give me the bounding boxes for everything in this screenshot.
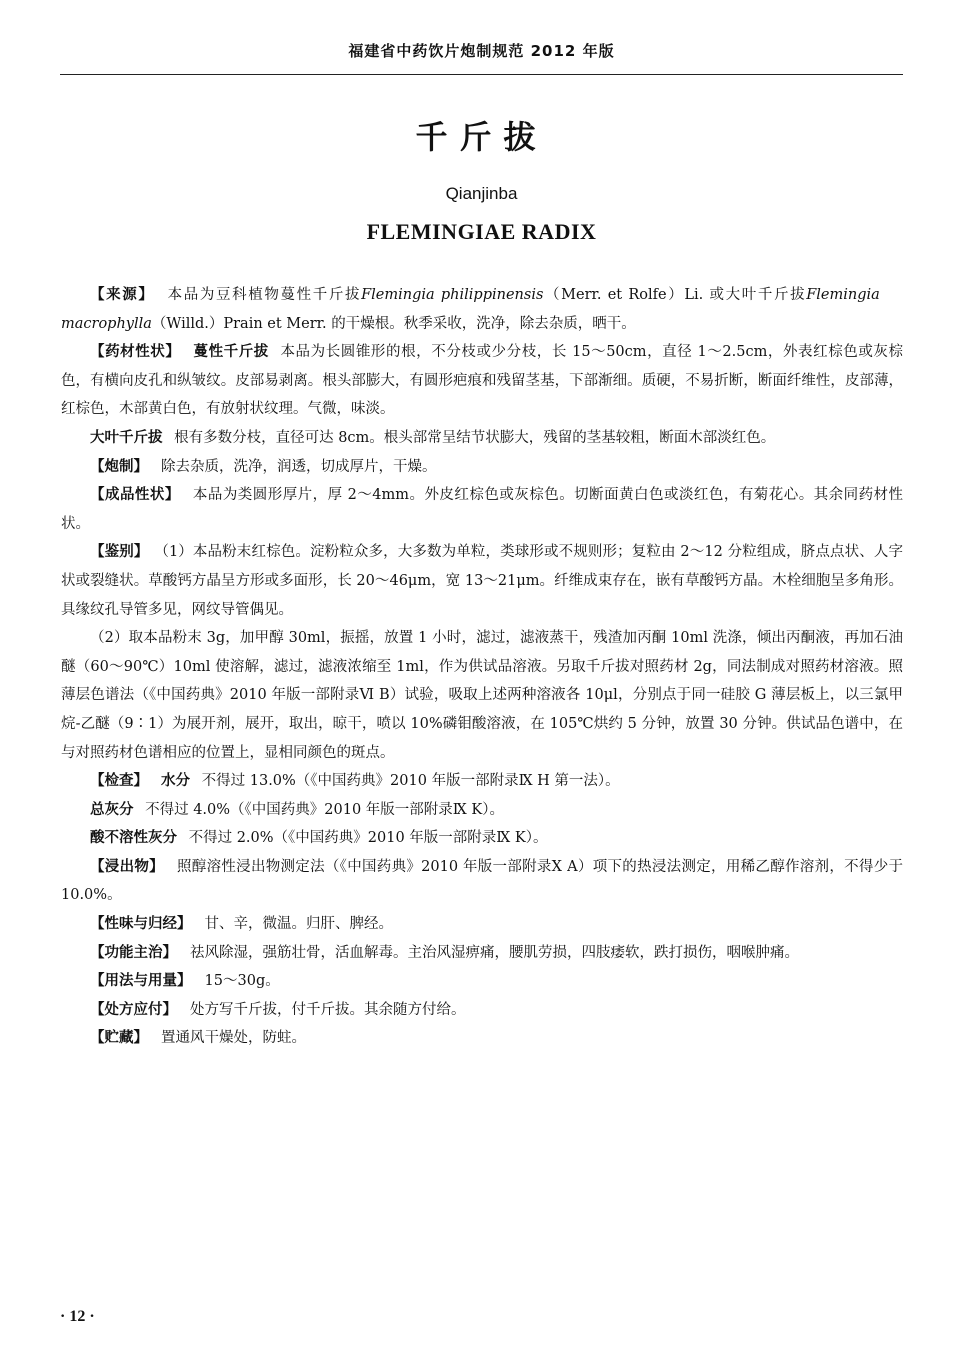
section-text: 本品为豆科植物蔓性千斤拔 — [167, 287, 362, 303]
section-identification — [61, 538, 903, 624]
section-nature — [61, 910, 903, 939]
latin-title: FLEMINGIAE RADIX — [366, 219, 597, 244]
section-storage — [61, 1024, 903, 1053]
page-title: 千斤拔 — [415, 118, 548, 156]
section-label: 【检查】 — [90, 773, 148, 790]
subsection-label: 蔓性千斤拔 — [193, 344, 269, 361]
section-label: 【贮藏】 — [90, 1030, 148, 1047]
latin-name: Flemingia philippinensis — [361, 287, 544, 303]
latin-name: Flemingia — [806, 287, 880, 303]
section-text: 15～30g。 — [204, 973, 280, 990]
section-text: 不得过 4.0%（《中国药典》2010 年版一部附录Ⅸ K）。 — [145, 801, 504, 818]
section-text: （1）本品粉末红棕色。淀粉粒众多，大多数为单粒，类球形或不规则形；复粒由 2～12 分粒组成，脐点点状、人字状或裂缝状。草酸钙方晶呈方形或多面形，长 20～46μm，宽 13～21μm。纤维成束存在，嵌有草酸钙方晶。木栓细胞呈多角形。具缘纹孔导管多见，网纹导管偶见。 — [61, 544, 903, 618]
pinyin-title: Qianjinba — [445, 184, 518, 203]
section-prescription — [61, 996, 903, 1025]
subsection-label: 水分 — [161, 773, 191, 790]
section-processing — [61, 453, 903, 482]
section-properties-2 — [61, 424, 903, 453]
section-text: 本品为长圆锥形的根，不分枝或少分枝，长 15～50cm，直径 1～2.5cm，外表红棕色或灰棕色，有横向皮孔和纵皱纹。皮部易剥离。根头部膨大，有圆形疤痕和残留茎基，下部渐细。质硬，不易折断，断面纤维性，皮部薄，红棕色，木部黄白色，有放射状纹理。气微，味淡。 — [61, 344, 903, 418]
section-label: 【用法与用量】 — [90, 973, 192, 990]
header-rule — [60, 74, 903, 75]
latin-name: macrophylla — [61, 315, 152, 332]
section-text: 处方写千斤拔，付千斤拔。其余随方付给。 — [190, 1001, 466, 1018]
section-text: 祛风除湿，强筋壮骨，活血解毒。主治风湿痹痛，腰肌劳损，四肢痿软，跌打损伤，咽喉肿痛。 — [190, 944, 800, 961]
section-text: （Merr. et Rolfe）Li. 或大叶千斤拔 — [543, 287, 807, 303]
section-label: 【处方应付】 — [90, 1001, 177, 1018]
section-text: 置通风干燥处，防蛀。 — [161, 1030, 307, 1047]
section-text: （2）取本品粉末 3g，加甲醇 30ml，振摇，放置 1 小时，滤过，滤液蒸干，残渣加丙酮 10ml 洗涤，倾出丙酮液，再加石油醚（60～90℃）10ml 使溶解，滤过，滤液浓缩至 1ml，作为供试品溶液。另取千斤拔对照药材 2g，同法制成对照药材溶液。照薄层色谱法（《中国药典》2010 年版一部附录Ⅵ B）试验，吸取上述两种溶液各 10μl，分别点于同一硅胶 G 薄层板上，以三氯甲烷-乙醚（9∶1）为展开剂，展开，取出，晾干，喷以 10%磷钼酸溶液，在 105℃烘约 5 分钟，放置 30 分钟。供试品色谱中，在与对照药材色谱相应的位置上，显相同颜色的斑点。 — [61, 630, 903, 761]
section-inspection-3 — [61, 824, 903, 853]
section-source — [61, 281, 903, 338]
section-label: 【成品性状】 — [90, 487, 180, 504]
section-label: 【性味与归经】 — [90, 916, 192, 933]
section-text: 不得过 2.0%（《中国药典》2010 年版一部附录Ⅸ K）。 — [188, 830, 548, 847]
section-label: 【浸出物】 — [90, 858, 164, 875]
section-label: 【鉴别】 — [90, 544, 149, 561]
section-properties — [61, 338, 903, 424]
section-text: 除去杂质，洗净，润透，切成厚片，干燥。 — [161, 458, 437, 475]
section-extract — [61, 853, 903, 910]
subsection-label: 总灰分 — [90, 801, 134, 818]
section-label: 【功能主治】 — [90, 944, 177, 961]
section-text: 根有多数分枝，直径可达 8cm。根头部常呈结节状膨大，残留的茎基较粗，断面木部淡红色。 — [174, 429, 776, 446]
section-inspection — [61, 767, 903, 796]
section-text: 本品为类圆形厚片，厚 2～4mm。外皮红棕色或灰棕色。切断面黄白色或淡红色，有菊花心。其余同药材性状。 — [61, 487, 904, 532]
page-number: · 12 · — [60, 1308, 95, 1325]
section-text: 不得过 13.0%（《中国药典》2010 年版一部附录Ⅸ H 第一法）。 — [201, 773, 620, 790]
subsection-label: 酸不溶性灰分 — [90, 830, 177, 847]
section-text: 甘、辛，微温。归肝、脾经。 — [204, 916, 394, 933]
section-function — [61, 939, 903, 968]
monograph-body — [61, 281, 903, 1053]
section-product — [61, 481, 903, 538]
section-label: 【来源】 — [90, 287, 155, 303]
section-inspection-2 — [61, 796, 903, 825]
section-label: 【炮制】 — [90, 458, 148, 475]
subsection-label: 大叶千斤拔 — [90, 429, 163, 446]
section-label: 【药材性状】 — [90, 344, 181, 361]
section-identification-2 — [61, 624, 903, 767]
section-dosage — [61, 967, 903, 996]
section-text: 照醇溶性浸出物测定法（《中国药典》2010 年版一部附录Ⅹ A）项下的热浸法测定，用稀乙醇作溶剂，不得少于 10.0%。 — [61, 858, 903, 904]
section-text: （Willd.）Prain et Merr. 的干燥根。秋季采收，洗净，除去杂质，晒干。 — [151, 315, 636, 332]
running-header: 福建省中药饮片炮制规范 2012 年版 — [348, 42, 615, 60]
